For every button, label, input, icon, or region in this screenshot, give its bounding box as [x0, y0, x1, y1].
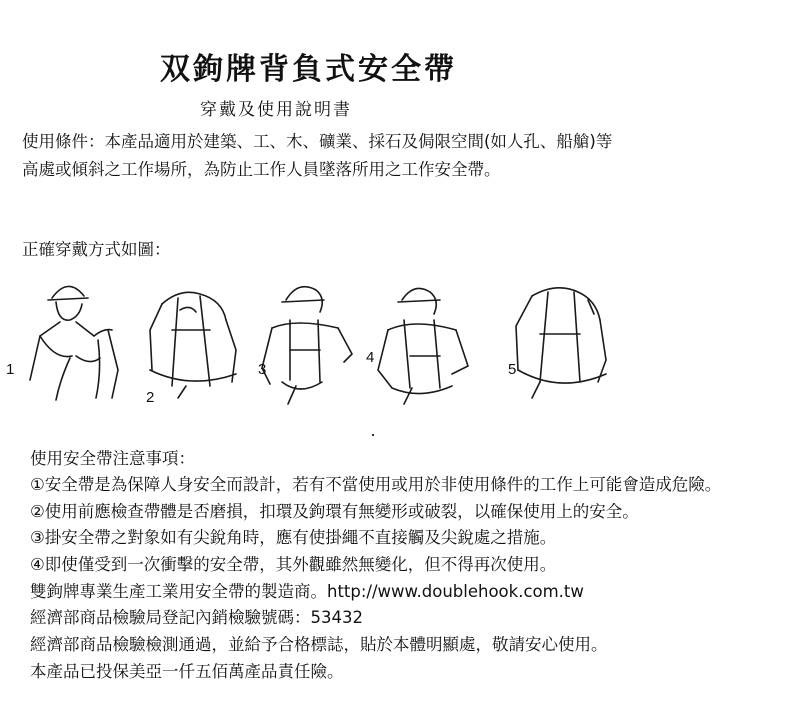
wearing-step-1-number: 1	[6, 361, 15, 378]
wearing-step-4-figure	[378, 288, 468, 404]
usage-conditions-line-1: 使用條件：本產品適用於建築、工、木、礦業、採石及侷限空間(如人孔、船艙)等	[22, 132, 613, 151]
safety-note-4: ④即使僅受到一次衝擊的安全帶，其外觀雖然無變化，但不得再次使用。	[30, 555, 557, 574]
safety-note-1: ①安全帶是為保障人身安全而設計，若有不當使用或用於非使用條件的工作上可能會造成危險。	[30, 475, 722, 494]
wearing-step-5-figure	[516, 288, 606, 398]
usage-conditions-line-2: 高處或傾斜之工作場所，為防止工作人員墜落所用之工作安全帶。	[22, 160, 501, 179]
document-subtitle: 穿戴及使用說明書	[200, 100, 352, 120]
wearing-step-5-number: 5	[508, 361, 517, 378]
safety-note-3: ③掛安全帶之對象如有尖銳角時，應有使掛繩不直接觸及尖銳處之措施。	[30, 528, 557, 547]
wearing-step-1-figure	[30, 286, 118, 400]
wearing-step-3-figure	[262, 287, 352, 404]
insurance-statement: 本產品已投保美亞一仟五佰萬產品責任險。	[30, 662, 344, 681]
stray-dot	[372, 434, 374, 436]
certification-statement: 經濟部商品檢驗檢測通過，並給予合格標誌，貼於本體明顯處，敬請安心使用。	[30, 635, 608, 654]
wearing-step-2-number: 2	[146, 389, 155, 406]
harness-wearing-illustrations	[0, 270, 800, 420]
inspection-number: 經濟部商品檢驗局登記內銷檢驗號碼：53432	[30, 608, 363, 627]
document-title: 双鉤牌背負式安全帶	[160, 52, 457, 87]
safety-notes-heading: 使用安全帶注意事項：	[30, 449, 195, 468]
wearing-step-4-number: 4	[366, 349, 375, 366]
wearing-method-heading: 正確穿戴方式如圖：	[22, 240, 171, 259]
manufacturer-statement: 雙鉤牌專業生產工業用安全帶的製造商。http://www.doublehook.com.tw	[30, 582, 584, 601]
wearing-step-2-figure	[150, 292, 236, 398]
wearing-step-3-number: 3	[258, 361, 267, 378]
safety-note-2: ②使用前應檢查帶體是否磨損，扣環及鉤環有無變形或破裂，以確保使用上的安全。	[30, 502, 639, 521]
